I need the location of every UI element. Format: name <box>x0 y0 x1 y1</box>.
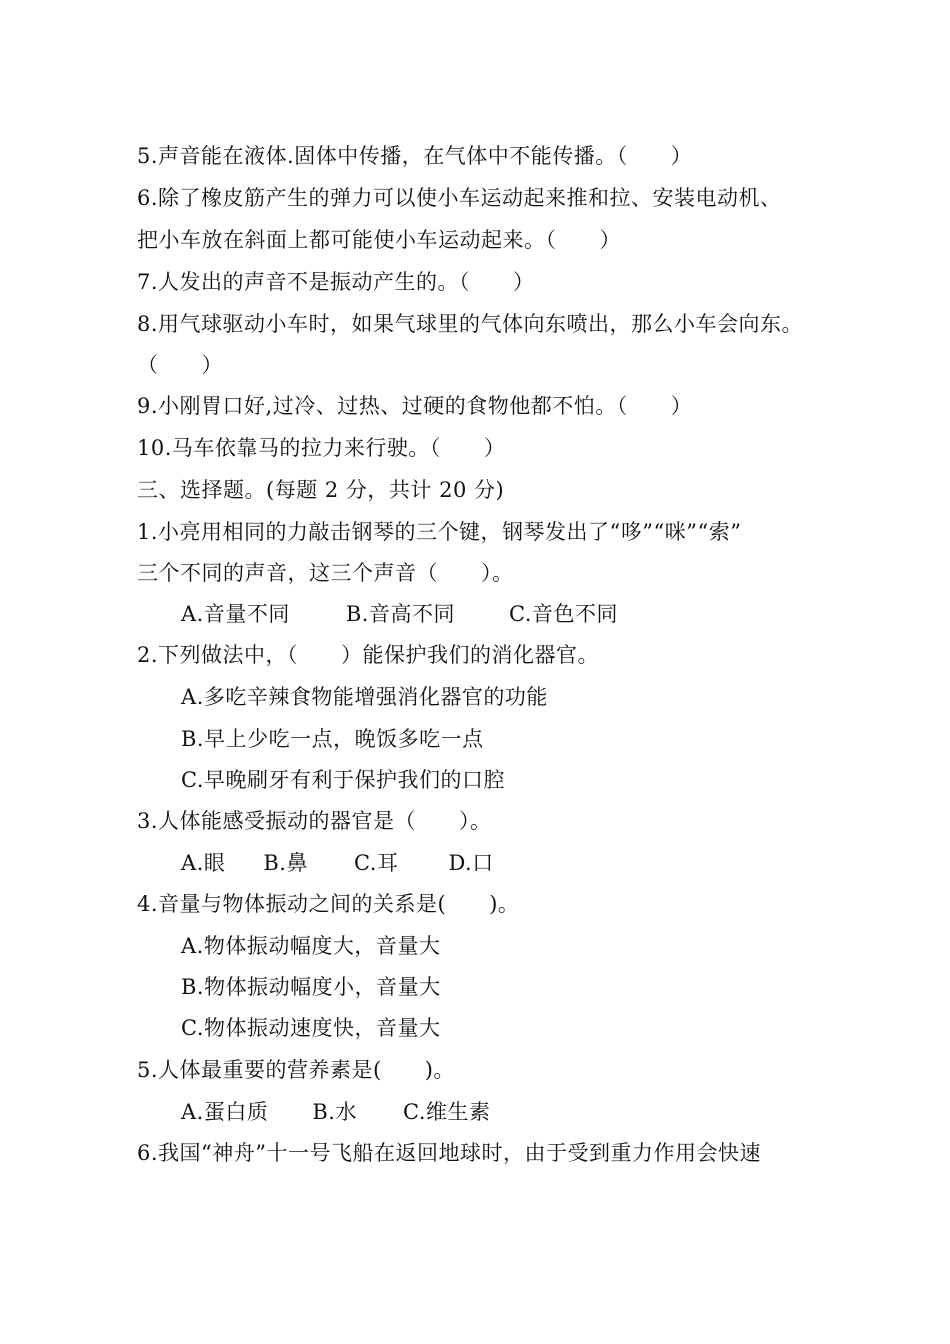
choice-q3-options <box>181 849 494 877</box>
judgement-q8-line2: （ ） <box>137 353 223 377</box>
judgement-q5: 5.声音能在液体.固体中传播，在气体中不能传播。（ ） <box>137 144 693 168</box>
choice-q3-option-d: D.口 <box>448 851 494 875</box>
choice-q5-option-a: A.蛋白质 <box>181 1100 269 1124</box>
choice-q4-option-b: B.物体振动幅度小，音量大 <box>181 975 441 999</box>
judgement-q6-line1: 6.除了橡皮筋产生的弹力可以使小车运动起来推和拉、安装电动机、 <box>137 186 782 210</box>
choice-q6-stem-line1: 6.我国“神舟”十一号飞船在返回地球时，由于受到重力作用会快速 <box>137 1141 762 1165</box>
section-heading: 三、选择题。(每题 2 分，共计 20 分) <box>137 478 505 502</box>
choice-q2-option-a: A.多吃辛辣食物能增强消化器官的功能 <box>181 685 548 709</box>
choice-q4-option-c: C.物体振动速度快，音量大 <box>181 1016 441 1040</box>
choice-q4-stem: 4.音量与物体振动之间的关系是( )。 <box>137 892 520 916</box>
judgement-q7: 7.人发出的声音不是振动产生的。（ ） <box>137 270 535 294</box>
choice-q3-stem: 3.人体能感受振动的器官是（ ）。 <box>137 809 492 833</box>
choice-q1-option-b: B.音高不同 <box>345 602 455 626</box>
choice-q1-options <box>181 600 618 628</box>
choice-q2-stem: 2.下列做法中，（ ）能保护我们的消化器官。 <box>137 643 600 667</box>
choice-q1-option-c: C.音色不同 <box>508 602 618 626</box>
choice-q5-option-c: C.维生素 <box>402 1100 491 1124</box>
judgement-q8-line1: 8.用气球驱动小车时，如果气球里的气体向东喷出，那么小车会向东。 <box>137 312 804 336</box>
choice-q1-stem-line1: 1.小亮用相同的力敲击钢琴的三个键，钢琴发出了“哆”“咪”“索” <box>137 520 742 544</box>
choice-q5-stem: 5.人体最重要的营养素是( )。 <box>137 1058 455 1082</box>
choice-q5-options <box>181 1098 490 1126</box>
choice-q3-option-c: C.耳 <box>353 851 399 875</box>
choice-q5-option-b: B.水 <box>312 1100 357 1124</box>
judgement-q9: 9.小刚胃口好,过冷、过热、过硬的食物他都不怕。（ ） <box>137 394 693 418</box>
choice-q2-option-c: C.早晚刷牙有利于保护我们的口腔 <box>181 768 505 792</box>
choice-q1-option-a: A.音量不同 <box>181 602 290 626</box>
judgement-q6-line2: 把小车放在斜面上都可能使小车运动起来。（ ） <box>137 228 621 252</box>
choice-q3-option-a: A.眼 <box>181 851 226 875</box>
choice-q1-stem-line2: 三个不同的声音，这三个声音（ ）。 <box>137 561 514 585</box>
choice-q4-option-a: A.物体振动幅度大，音量大 <box>181 934 441 958</box>
choice-q3-option-b: B.鼻 <box>263 851 308 875</box>
judgement-q10: 10.马车依靠马的拉力来行驶。（ ） <box>137 436 506 460</box>
choice-q2-option-b: B.早上少吃一点，晚饭多吃一点 <box>181 727 484 751</box>
